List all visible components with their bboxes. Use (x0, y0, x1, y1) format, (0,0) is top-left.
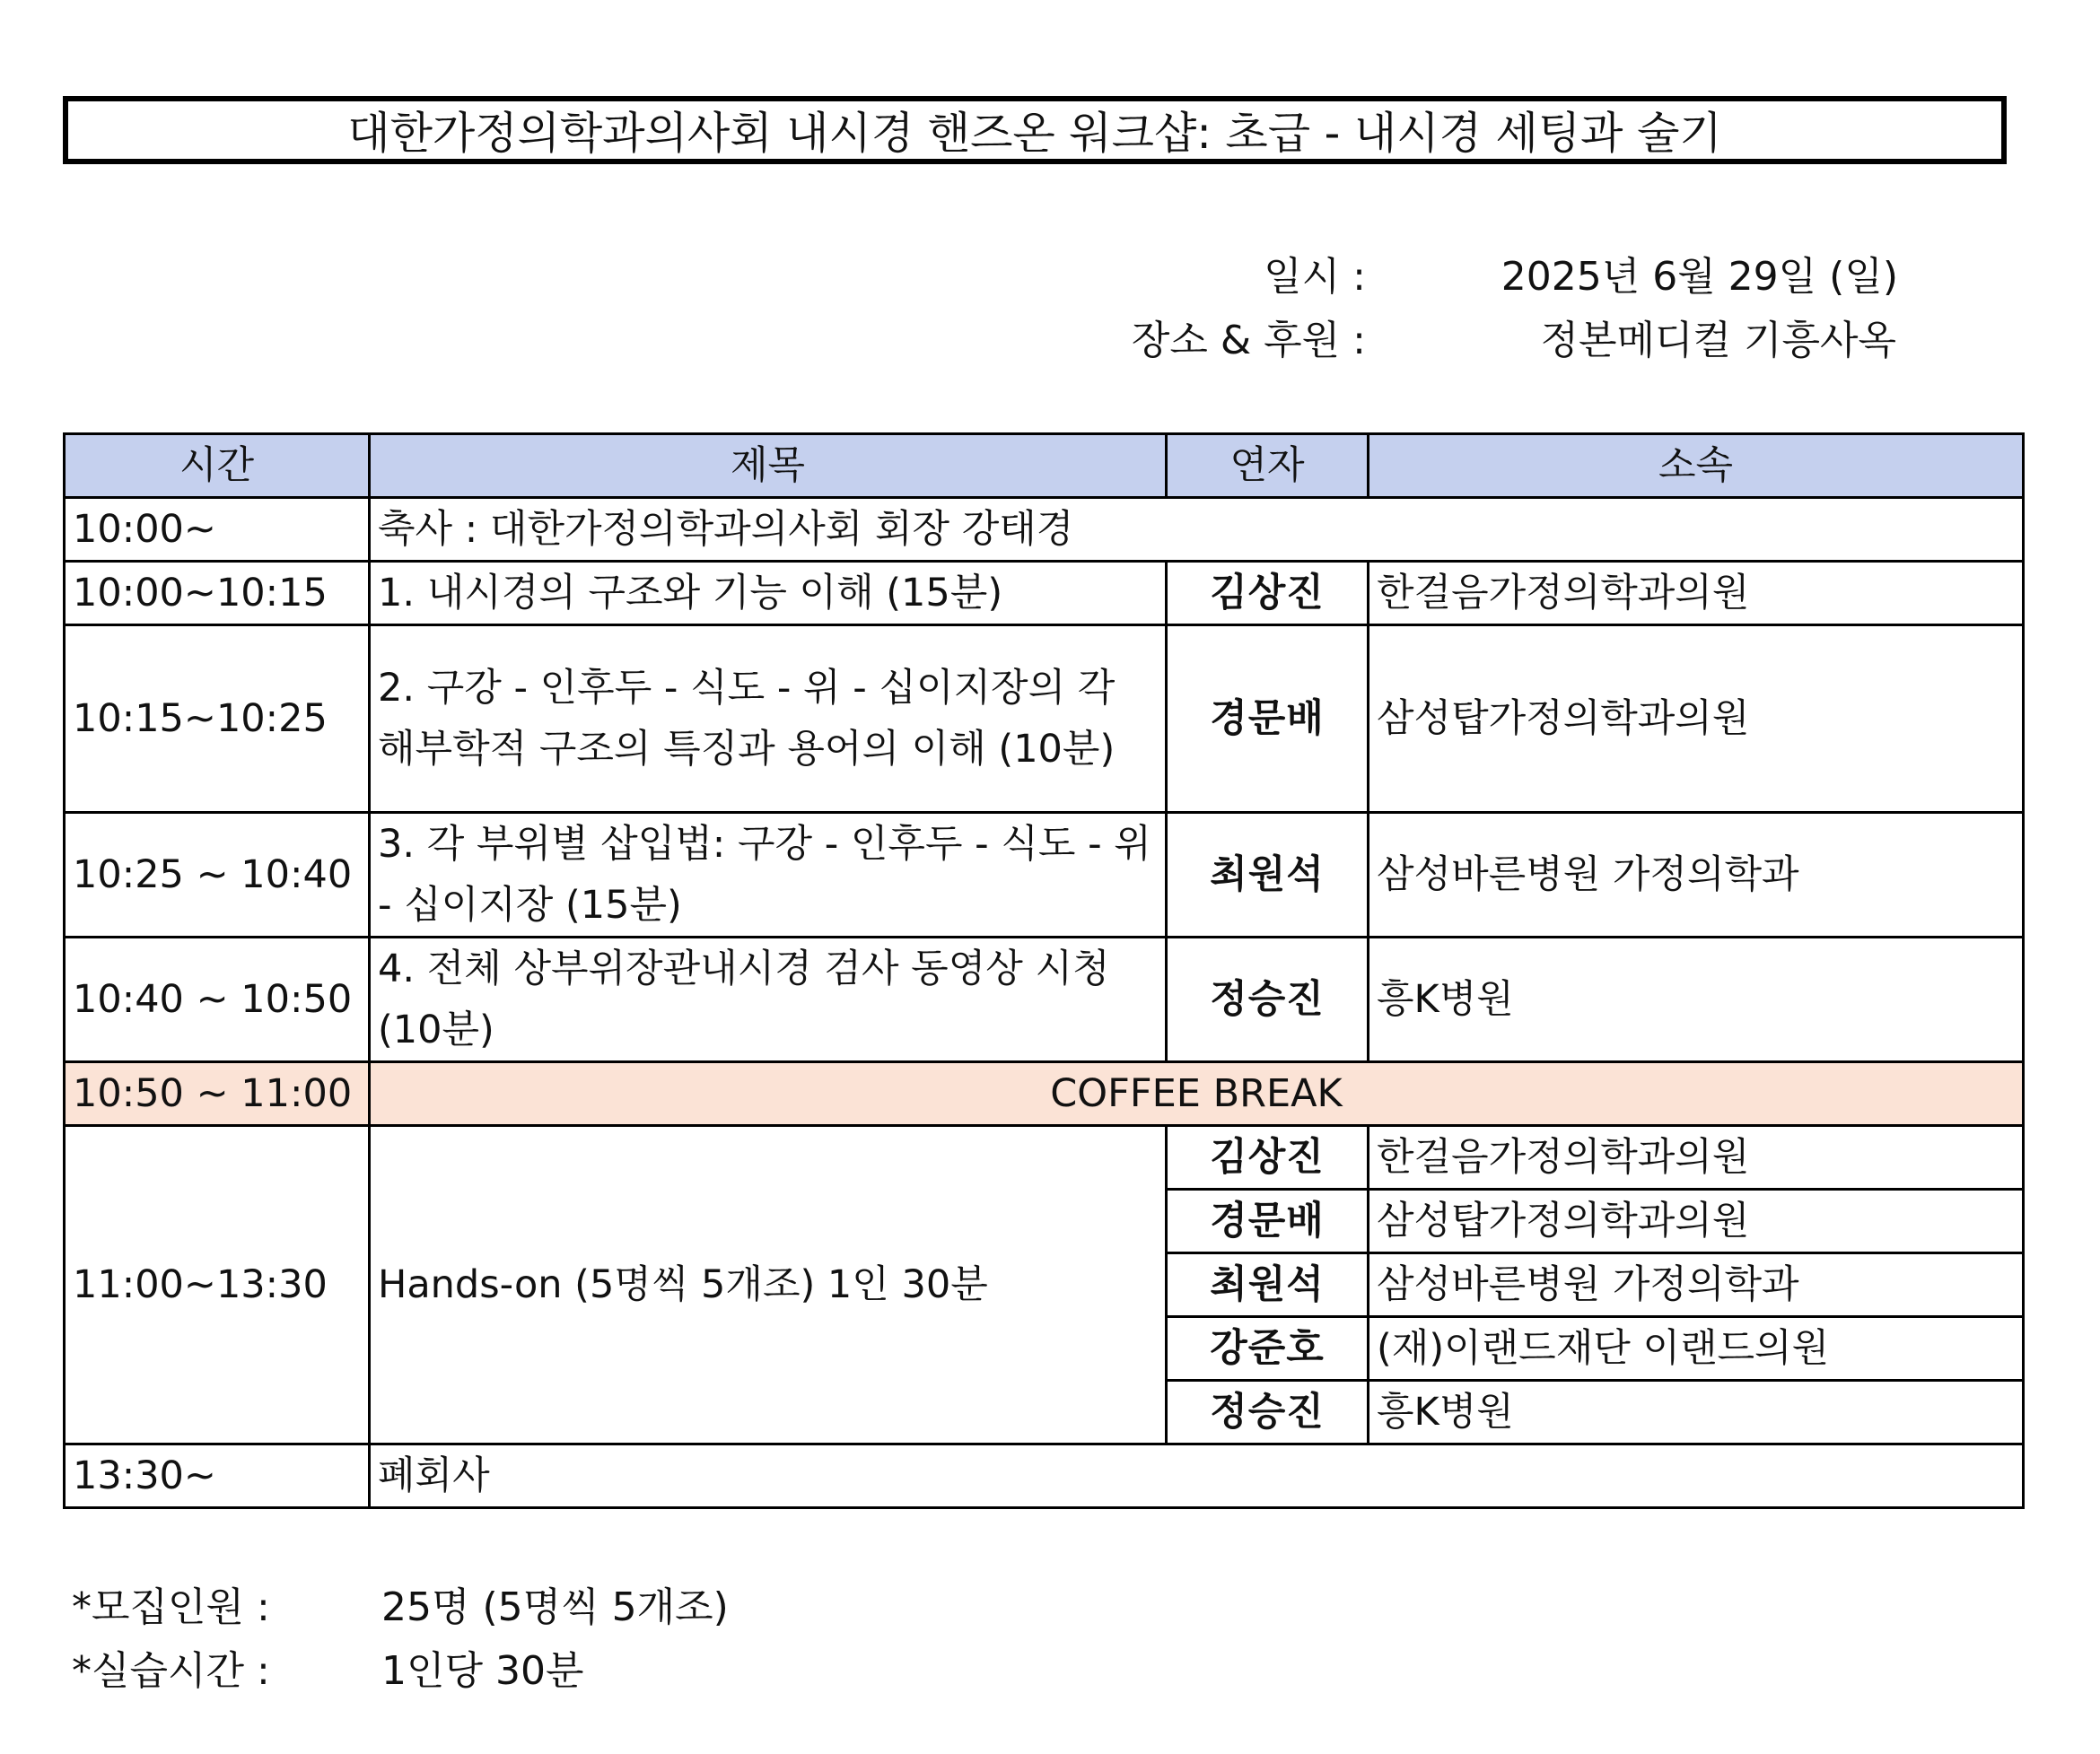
speaker-cell: 경문배 (1167, 625, 1369, 813)
time-cell: 13:30~ (65, 1444, 370, 1508)
practice-row (72, 1638, 583, 1696)
table-row (65, 938, 2024, 1062)
title-cell: 1. 내시경의 구조와 기능 이해 (15분) (370, 562, 1167, 625)
speaker-cell: 김상진 (1167, 1126, 1369, 1190)
title-cell: 폐회사 (370, 1444, 2024, 1508)
table-row (65, 813, 2024, 938)
coffee-break-label: COFFEE BREAK (370, 1062, 2024, 1126)
time-cell: 10:25 ~ 10:40 (65, 813, 370, 938)
table-row (65, 1444, 2024, 1508)
schedule-table (63, 432, 2025, 1509)
speaker-cell: 정승진 (1167, 938, 1369, 1062)
time-cell: 10:15~10:25 (65, 625, 370, 813)
time-cell: 10:40 ~ 10:50 (65, 938, 370, 1062)
title-cell: 4. 전체 상부위장관내시경 검사 동영상 시청 (10분) (370, 938, 1167, 1062)
date-row (0, 244, 2100, 298)
time-cell: 10:50 ~ 11:00 (65, 1062, 370, 1126)
recruit-label: *모집인원 : (72, 1584, 270, 1630)
page-title: 대한가정의학과의사회 내시경 핸즈온 워크샵: 초급 - 내시경 세팅과 술기 (63, 96, 2007, 164)
table-header-row (65, 434, 2024, 498)
title-cell: 2. 구강 - 인후두 - 식도 - 위 - 십이지장의 각 해부학적 구조의 특징과 용어의 이해 (10분) (370, 625, 1167, 813)
table-row (65, 625, 2024, 813)
table-row (65, 562, 2024, 625)
title-cell: 축사 : 대한가정의학과의사회 회장 강태경 (370, 498, 2024, 562)
venue-row (0, 308, 2100, 362)
affiliation-cell: 삼성바른병원 가정의학과 (1369, 813, 2024, 938)
venue-label: 장소 & 후원 : (1131, 318, 1366, 363)
recruit-row (72, 1575, 729, 1632)
affiliation-cell: 한걸음가정의학과의원 (1369, 1126, 2024, 1190)
affiliation-cell: 삼성탑가정의학과의원 (1369, 625, 2024, 813)
time-cell: 11:00~13:30 (65, 1126, 370, 1444)
header-title: 제목 (370, 434, 1167, 498)
affiliation-cell: 삼성탑가정의학과의원 (1369, 1190, 2024, 1253)
title-cell: 3. 각 부위별 삽입법: 구강 - 인후두 - 식도 - 위 - 십이지장 (15분) (370, 813, 1167, 938)
date-value: 2025년 6월 29일 (일) (1501, 254, 1898, 300)
affiliation-cell: 흥K병원 (1369, 938, 2024, 1062)
title-cell: Hands-on (5명씩 5개조) 1인 30분 (370, 1126, 1167, 1444)
header-speaker: 연자 (1167, 434, 1369, 498)
affiliation-cell: 한걸음가정의학과의원 (1369, 562, 2024, 625)
affiliation-cell: (재)이랜드재단 이랜드의원 (1369, 1317, 2024, 1381)
date-label: 일시 : (1264, 254, 1366, 300)
affiliation-cell: 삼성바른병원 가정의학과 (1369, 1253, 2024, 1317)
venue-value: 정본메디컬 기흥사옥 (1540, 318, 1896, 363)
coffee-break-row (65, 1062, 2024, 1126)
recruit-value: 25명 (5명씩 5개조) (381, 1584, 729, 1630)
time-cell: 10:00~10:15 (65, 562, 370, 625)
speaker-cell: 최원석 (1167, 1253, 1369, 1317)
practice-value: 1인당 30분 (381, 1648, 584, 1694)
table-row (65, 498, 2024, 562)
speaker-cell: 강준호 (1167, 1317, 1369, 1381)
time-cell: 10:00~ (65, 498, 370, 562)
speaker-cell: 정승진 (1167, 1381, 1369, 1444)
table-row (65, 1126, 2024, 1190)
header-affiliation: 소속 (1369, 434, 2024, 498)
header-time: 시간 (65, 434, 370, 498)
speaker-cell: 경문배 (1167, 1190, 1369, 1253)
speaker-cell: 김상진 (1167, 562, 1369, 625)
affiliation-cell: 흥K병원 (1369, 1381, 2024, 1444)
speaker-cell: 최원석 (1167, 813, 1369, 938)
practice-label: *실습시간 : (72, 1648, 270, 1694)
